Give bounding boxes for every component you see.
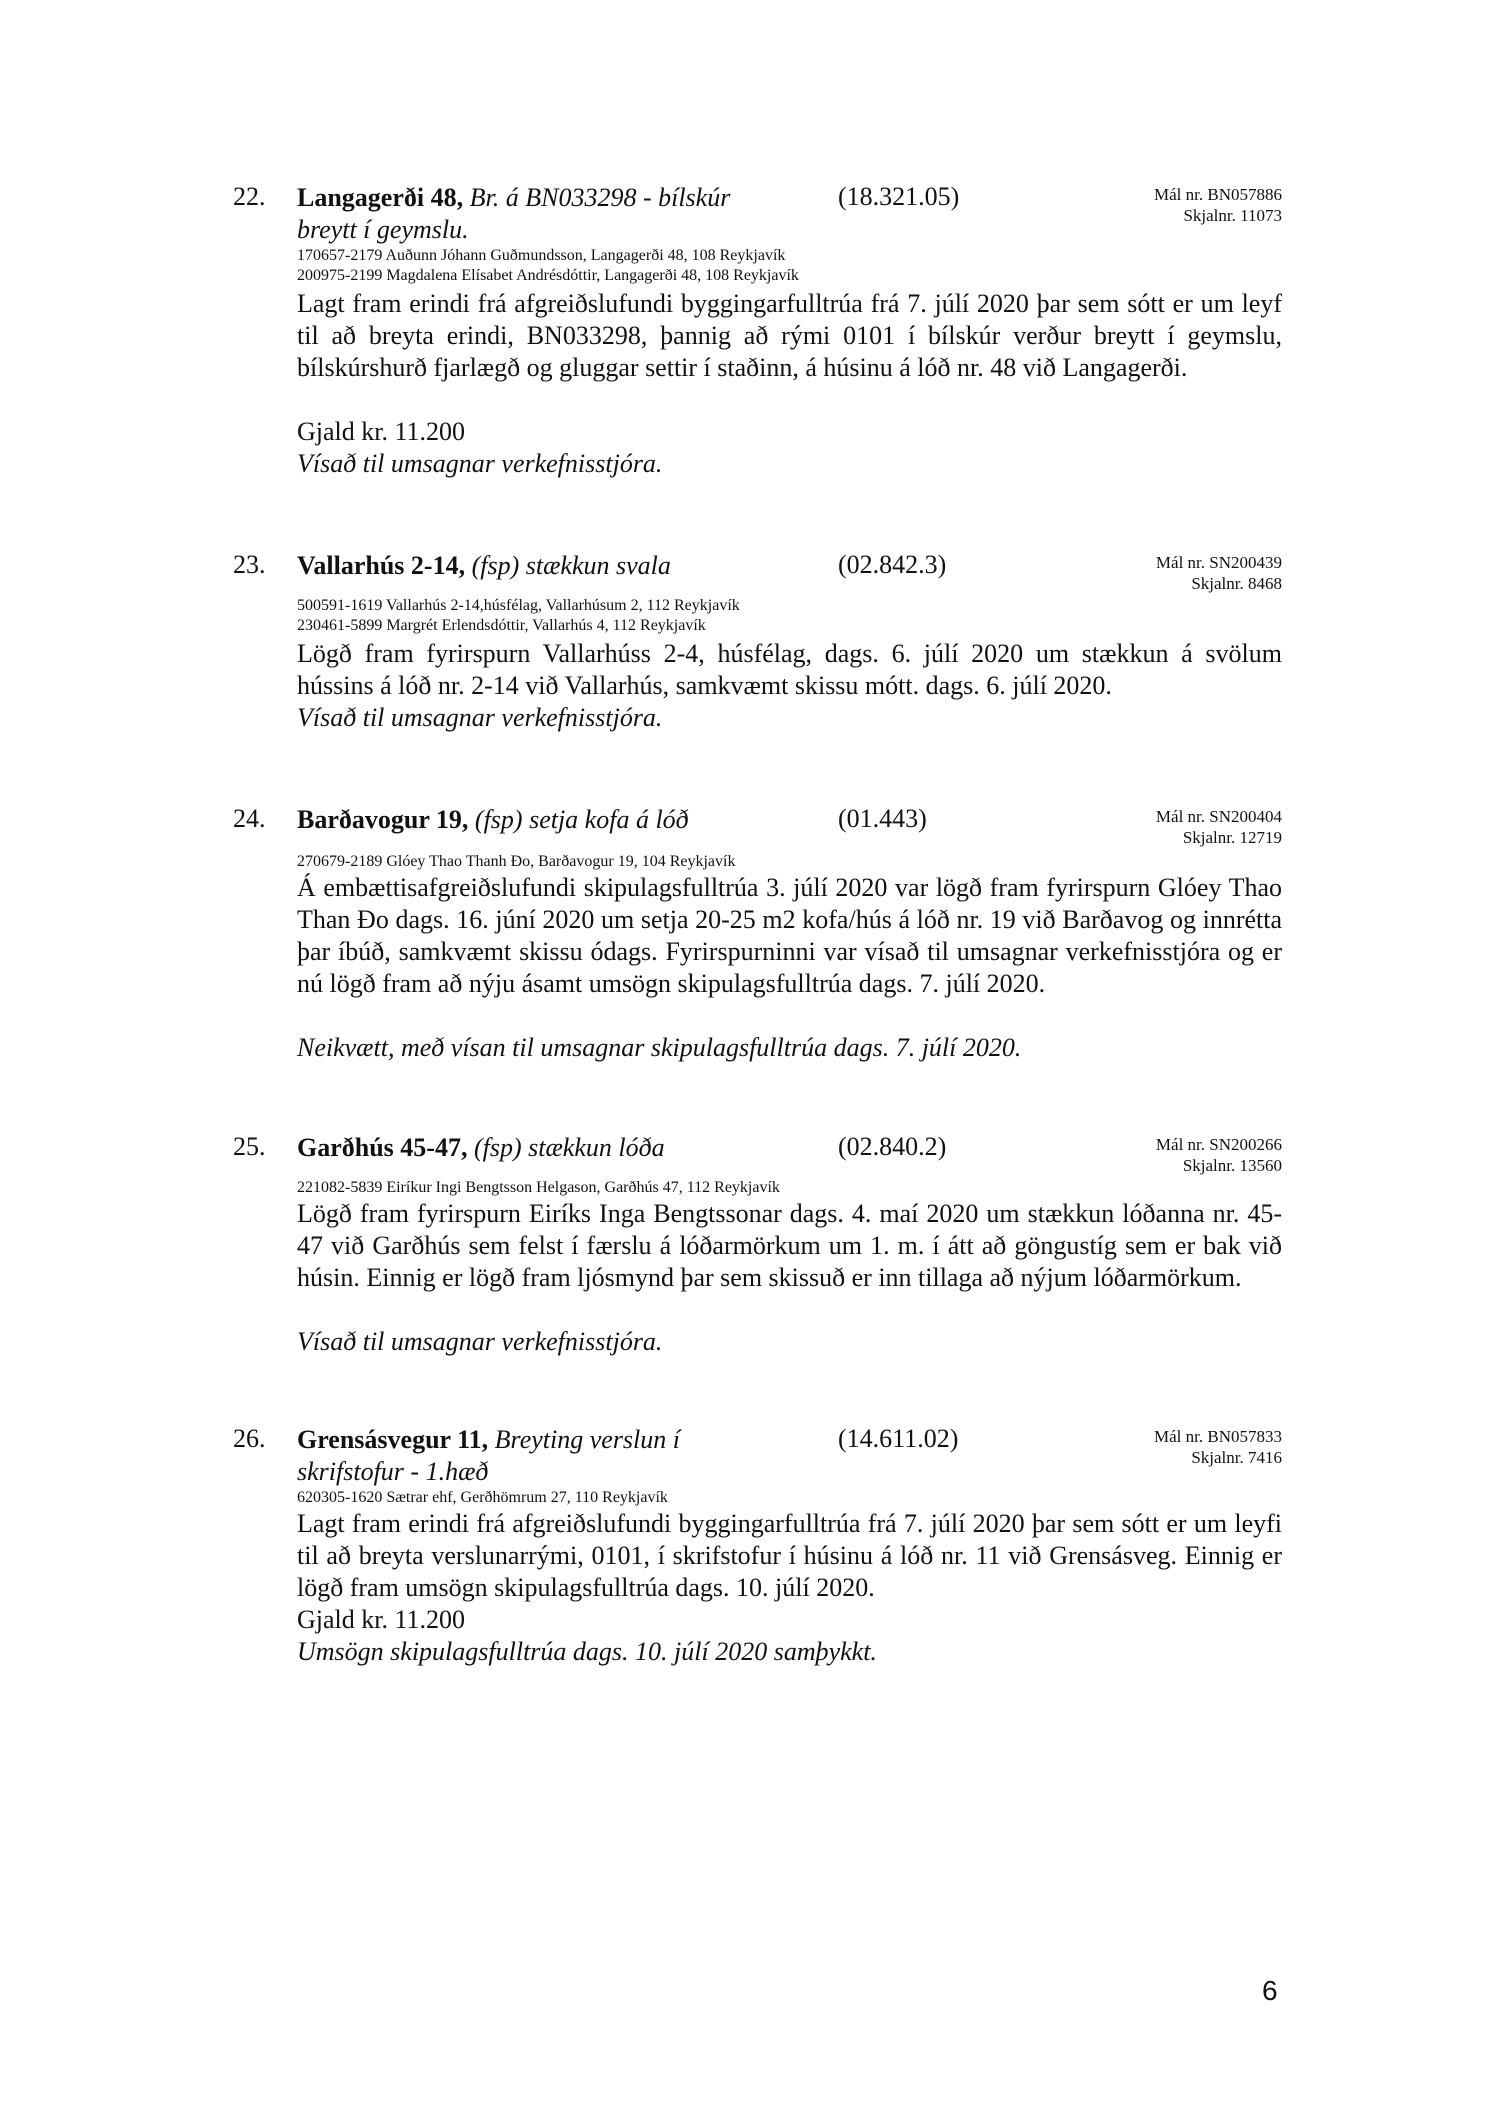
applicants <box>297 1488 668 1508</box>
item-subject: (fsp) stækkun svala <box>471 551 671 580</box>
item-subject: (fsp) setja kofa á lóð <box>474 805 689 834</box>
land-code: (18.321.05) <box>838 182 960 211</box>
case-number: Mál nr. SN200404 <box>1155 807 1282 826</box>
item-number: 23. <box>233 550 266 579</box>
case-number: Mál nr. SN200266 <box>1155 1135 1282 1154</box>
item-body: Lögð fram fyrirspurn Vallarhúss 2-4, húsfélag, dags. 6. júlí 2020 um stækkun á svölum hússins á lóð nr. 2-14 við Vallarhús, samkvæmt skissu mótt. dags. 6. júlí 2020. <box>297 639 1282 700</box>
item-address: Langagerði 48, <box>297 183 464 212</box>
item-title <box>297 1132 777 1164</box>
applicants <box>297 596 740 636</box>
document-number: Skjalnr. 7416 <box>1191 1448 1282 1467</box>
document-number: Skjalnr. 12719 <box>1182 828 1282 847</box>
applicant: 620305-1620 Sætrar ehf, Gerðhömrum 27, 110 Reykjavík <box>297 1489 668 1506</box>
decision: Vísað til umsagnar verkefnisstjóra. <box>297 449 663 478</box>
item-body: Lagt fram erindi frá afgreiðslufundi byggingarfulltrúa frá 7. júlí 2020 þar sem sótt er um leyfi til að breyta verslunarrými, 0101, í skrifstofur í húsinu á lóð nr. 11 við Grensásveg. Einnig er lögð fram umsögn skipulagsfulltrúa dags. 10. júlí 2020. <box>297 1509 1282 1602</box>
item-address: Garðhús 45-47, <box>297 1133 468 1162</box>
applicant: 230461-5899 Margrét Erlendsdóttir, Vallarhús 4, 112 Reykjavík <box>297 617 706 634</box>
item-title <box>297 804 777 836</box>
applicant: 200975-2199 Magdalena Elísabet Andrésdóttir, Langagerði 48, 108 Reykjavík <box>297 267 799 284</box>
item-address: Vallarhús 2-14, <box>297 551 466 580</box>
item-number: 26. <box>233 1424 266 1453</box>
item-title <box>297 182 777 246</box>
item-subject: (fsp) stækkun lóða <box>473 1133 665 1162</box>
land-code: (02.842.3) <box>838 550 947 579</box>
document-number: Skjalnr. 13560 <box>1182 1156 1282 1175</box>
case-number: Mál nr. SN200439 <box>1155 553 1282 572</box>
applicant: 170657-2179 Auðunn Jóhann Guðmundsson, Langagerði 48, 108 Reykjavík <box>297 247 786 264</box>
applicants <box>297 1178 780 1198</box>
item-address: Grensásvegur 11, <box>297 1425 489 1454</box>
applicants <box>297 852 735 872</box>
item-number: 24. <box>233 804 266 833</box>
item-number: 25. <box>233 1132 266 1161</box>
case-meta <box>1154 184 1282 226</box>
decision: Neikvætt, með vísan til umsagnar skipulagsfulltrúa dags. 7. júlí 2020. <box>297 1033 1022 1062</box>
item-subject: Breyting verslun í skrifstofur - 1.hæð <box>297 1425 680 1486</box>
case-number: Mál nr. BN057833 <box>1154 1427 1282 1446</box>
decision: Umsögn skipulagsfulltrúa dags. 10. júlí 2020 samþykkt. <box>297 1637 877 1666</box>
fee: Gjald kr. 11.200 <box>297 1605 466 1634</box>
item-body: Lögð fram fyrirspurn Eiríks Inga Bengtssonar dags. 4. maí 2020 um stækkun lóðanna nr. 45-47 við Garðhús sem felst í færslu á lóðarmörkum um 1. m. í átt að göngustíg sem er bak við húsin. Einnig er lögð fram ljósmynd þar sem skissuð er inn tillaga að nýjum lóðarmörkum. <box>297 1199 1282 1292</box>
case-meta <box>1156 1134 1282 1176</box>
fee: Gjald kr. 11.200 <box>297 417 466 446</box>
item-number: 22. <box>233 182 266 211</box>
decision: Vísað til umsagnar verkefnisstjóra. <box>297 1327 663 1356</box>
item-body: Á embættisafgreiðslufundi skipulagsfulltrúa 3. júlí 2020 var lögð fram fyrirspurn Glóey Thao Than Đo dags. 16. júní 2020 um setja 20-25 m2 kofa/hús á lóð nr. 19 við Barðavog og innrétta þar íbúð, samkvæmt skissu ódags. Fyrirspurninni var vísað til umsagnar verkefnisstjóra og er nú lögð fram að nýju ásamt umsögn skipulagsfulltrúa dags. 7. júlí 2020. <box>297 873 1282 998</box>
page-number: 6 <box>1262 1975 1278 2006</box>
item-address: Barðavogur 19, <box>297 805 469 834</box>
item-subject: Br. á BN033298 - bílskúr breytt í geymslu. <box>297 183 731 244</box>
item-title <box>297 550 777 582</box>
document-number: Skjalnr. 8468 <box>1191 574 1282 593</box>
item-title <box>297 1424 727 1488</box>
applicant: 500591-1619 Vallarhús 2-14,húsfélag, Vallarhúsum 2, 112 Reykjavík <box>297 597 740 614</box>
decision: Vísað til umsagnar verkefnisstjóra. <box>297 703 663 732</box>
case-meta <box>1156 552 1282 594</box>
land-code: (02.840.2) <box>838 1132 947 1161</box>
document-number: Skjalnr. 11073 <box>1183 206 1282 225</box>
applicant: 221082-5839 Eiríkur Ingi Bengtsson Helgason, Garðhús 47, 112 Reykjavík <box>297 1179 780 1196</box>
case-meta <box>1156 806 1282 848</box>
case-number: Mál nr. BN057886 <box>1154 185 1282 204</box>
item-body: Lagt fram erindi frá afgreiðslufundi byggingarfulltrúa frá 7. júlí 2020 þar sem sótt er um leyf til að breyta erindi, BN033298, þannig að rými 0101 í bílskúr verður breytt í geymslu, bílskúrshurð fjarlægð og gluggar settir í staðinn, á húsinu á lóð nr. 48 við Langagerði. <box>297 289 1282 382</box>
case-meta <box>1154 1426 1282 1468</box>
land-code: (14.611.02) <box>838 1424 959 1453</box>
applicant: 270679-2189 Glóey Thao Thanh Đo, Barðavogur 19, 104 Reykjavík <box>297 853 736 870</box>
land-code: (01.443) <box>838 804 927 833</box>
applicants <box>297 246 799 286</box>
